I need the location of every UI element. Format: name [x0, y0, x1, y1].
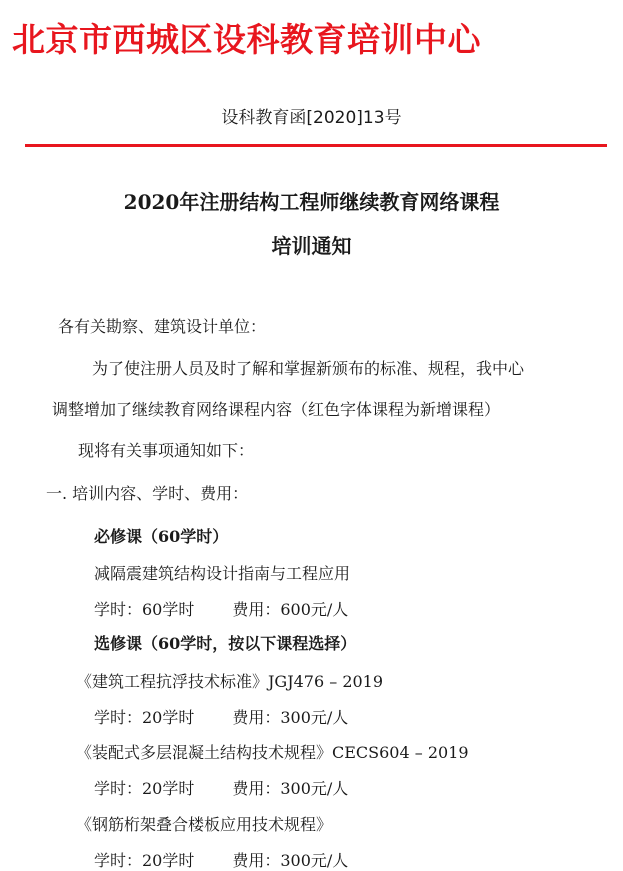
elective-course-info	[94, 848, 348, 871]
course-hours: 学时：20学时	[94, 779, 195, 798]
intro-line-2: 调整增加了继续教育网络课程内容（红色字体课程为新增课程）	[52, 400, 501, 419]
course-fee: 费用：300元/人	[232, 779, 349, 798]
notice-title-line2: 培训通知	[271, 234, 352, 258]
course-hours: 学时：60学时	[94, 600, 195, 619]
elective-course-heading: 选修课（60学时，按以下课程选择）	[94, 634, 357, 653]
header-divider	[25, 144, 607, 147]
course-fee: 费用：300元/人	[232, 851, 349, 870]
notice-title-line1: 2020年注册结构工程师继续教育网络课程	[123, 190, 500, 214]
elective-course-name: 《钢筋桁架叠合楼板应用技术规程》	[76, 815, 333, 834]
intro-line-1: 为了使注册人员及时了解和掌握新颁布的标准、规程，我中心	[92, 359, 525, 378]
document-number: 设科教育函[2020]13号	[221, 108, 402, 128]
elective-course-name: 《建筑工程抗浮技术标准》JGJ476 – 2019	[76, 672, 384, 691]
organization-name: 北京市西城区设科教育培训中心	[12, 20, 481, 59]
course-hours: 学时：20学时	[94, 708, 195, 727]
notice-line: 现将有关事项通知如下：	[78, 441, 255, 460]
required-course-name: 减隔震建筑结构设计指南与工程应用	[94, 564, 351, 583]
elective-course-info	[94, 705, 348, 728]
required-course-info	[94, 597, 348, 620]
elective-course-info	[94, 776, 348, 799]
course-fee: 费用：600元/人	[232, 600, 349, 619]
required-course-heading: 必修课（60学时）	[94, 527, 229, 546]
course-hours: 学时：20学时	[94, 851, 195, 870]
course-fee: 费用：300元/人	[232, 708, 349, 727]
salutation: 各有关勘察、建筑设计单位：	[58, 317, 267, 336]
section-heading: 一. 培训内容、学时、费用：	[46, 484, 249, 503]
elective-course-name: 《装配式多层混凝土结构技术规程》CECS604 – 2019	[76, 743, 469, 762]
